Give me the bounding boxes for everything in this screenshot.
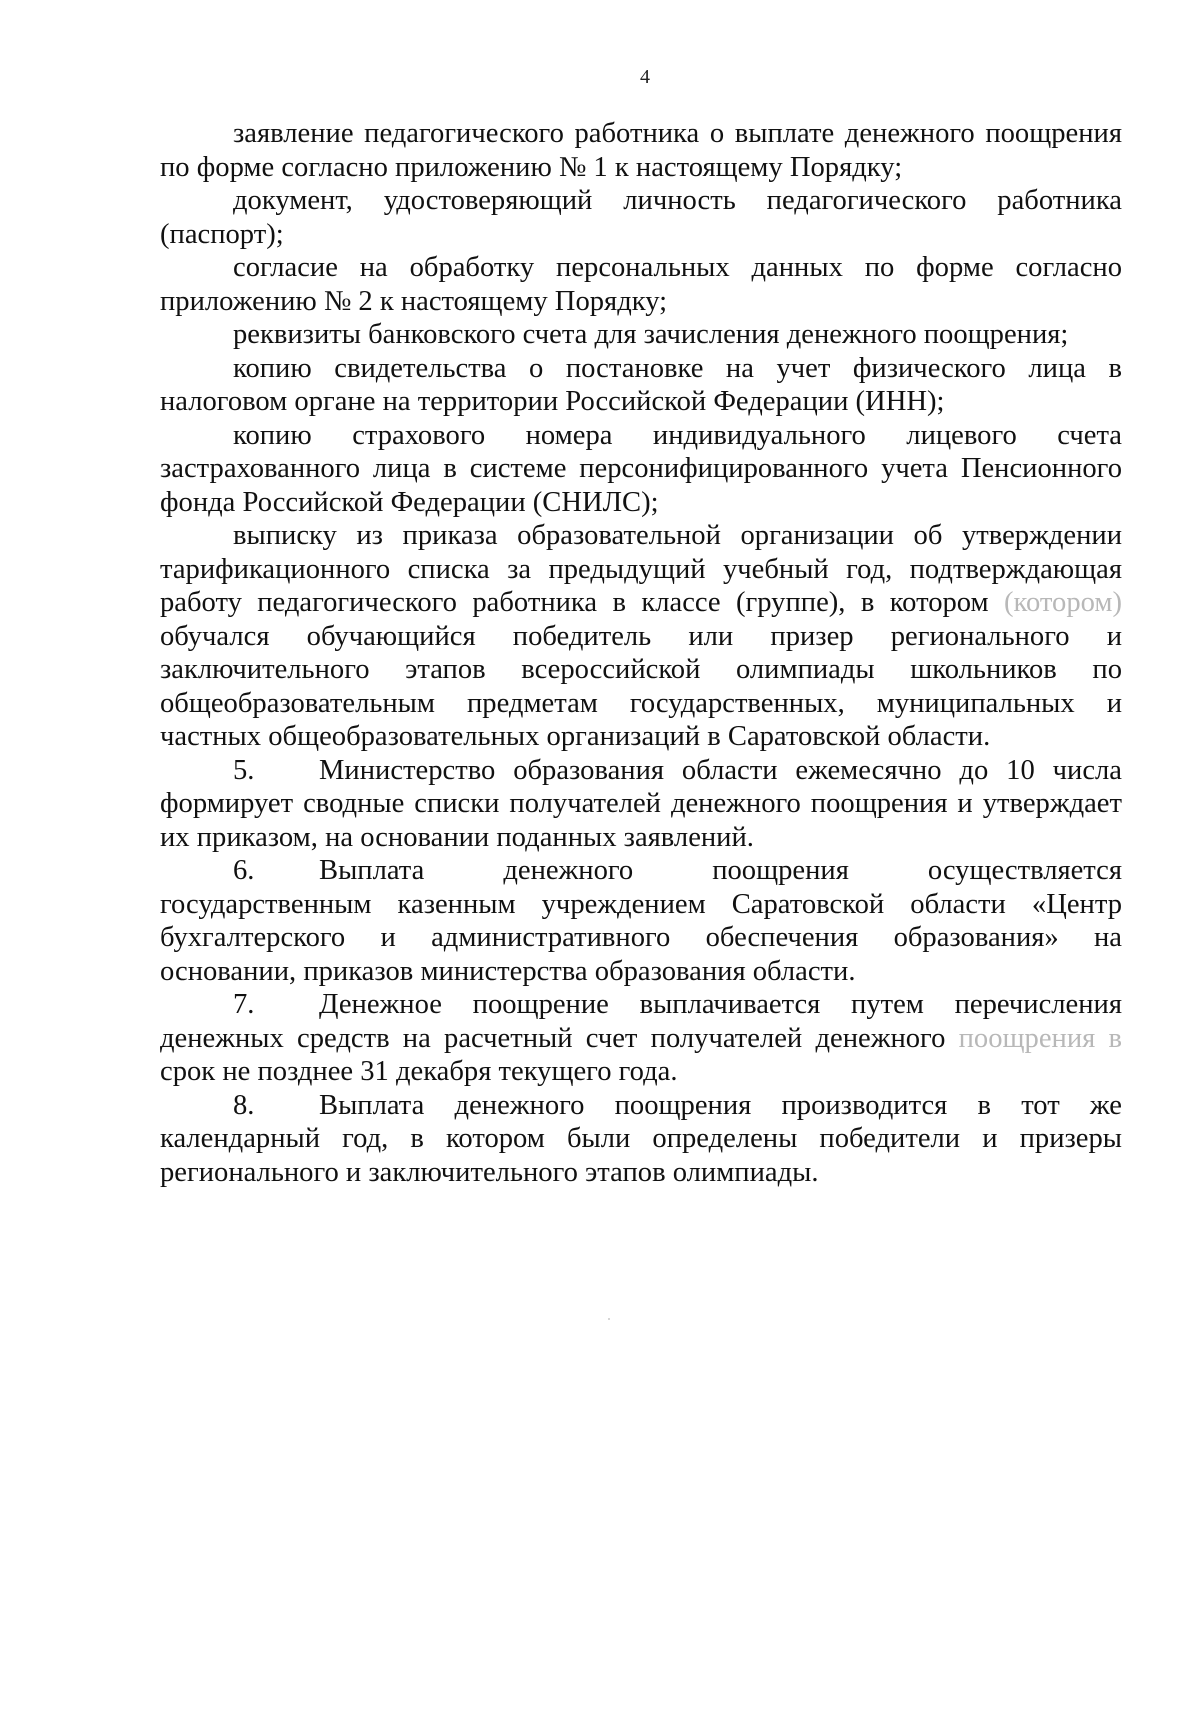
tariff-extract-text-continued: обучался обучающийся победитель или призер регионального и заключительного этапов всероссийской олимпиады школьников по общеобразовательным предметам государственных, муниципальных и частных общеобразовательных организаций в Саратовской области.	[160, 620, 1122, 752]
section-paragraph	[160, 854, 1122, 988]
section-paragraph	[160, 754, 1122, 855]
page-number: 4	[640, 66, 650, 88]
section-text-continued: срок не позднее 31 декабря текущего года.	[160, 1056, 678, 1087]
section-number: 6.	[233, 855, 255, 886]
faint-scan-text: поощрения в	[958, 1022, 1122, 1054]
document-list-item: заявление педагогического работника о выплате денежного поощрения по форме согласно приложению № 1 к настоящему Порядку;	[160, 118, 1122, 183]
document-list-item: реквизиты банковского счета для зачисления денежного поощрения;	[233, 319, 1069, 350]
section-text: Министерство образования области ежемесячно до 10 числа формирует сводные списки получателей денежного поощрения и утверждает их приказом, на основании поданных заявлений.	[160, 754, 1122, 853]
section-paragraph	[160, 988, 1122, 1089]
scan-artifact	[608, 1318, 610, 1320]
section-paragraph	[160, 1089, 1122, 1190]
section-text: Выплата денежного поощрения осуществляется государственным казенным учреждением Саратовской области «Центр бухгалтерского и административного обеспечения образования» на основании, приказов министерства образования области.	[160, 855, 1122, 987]
tariff-extract-item	[160, 519, 1122, 754]
section-number: 7.	[233, 989, 255, 1020]
faint-scan-text: (котором)	[1004, 587, 1122, 618]
document-body	[160, 117, 1122, 1189]
tariff-extract-text: выписку из приказа образовательной организации об утверждении тарификационного списка за предыдущий учебный год, подтверждающая работу педагогического работника в классе (группе), в котором	[160, 520, 1122, 618]
section-text: Выплата денежного поощрения производится в тот же календарный год, в котором были определены победители и призеры регионального и заключительного этапов олимпиады.	[160, 1089, 1122, 1188]
document-list-item: копию страхового номера индивидуального лицевого счета застрахованного лица в системе персонифицированного учета Пенсионного фонда Российской Федерации (СНИЛС);	[160, 419, 1122, 518]
section-number: 5.	[233, 754, 255, 786]
document-list-item: согласие на обработку персональных данных по форме согласно приложению № 2 к настоящему Порядку;	[160, 252, 1122, 317]
document-list-item: документ, удостоверяющий личность педагогического работника (паспорт);	[160, 185, 1122, 250]
section-text: Денежное поощрение выплачивается путем перечисления денежных средств на расчетный счет получателей денежного	[160, 989, 1122, 1054]
document-list-item: копию свидетельства о постановке на учет физического лица в налоговом органе на территории Российской Федерации (ИНН);	[160, 352, 1122, 417]
section-number: 8.	[233, 1089, 255, 1121]
